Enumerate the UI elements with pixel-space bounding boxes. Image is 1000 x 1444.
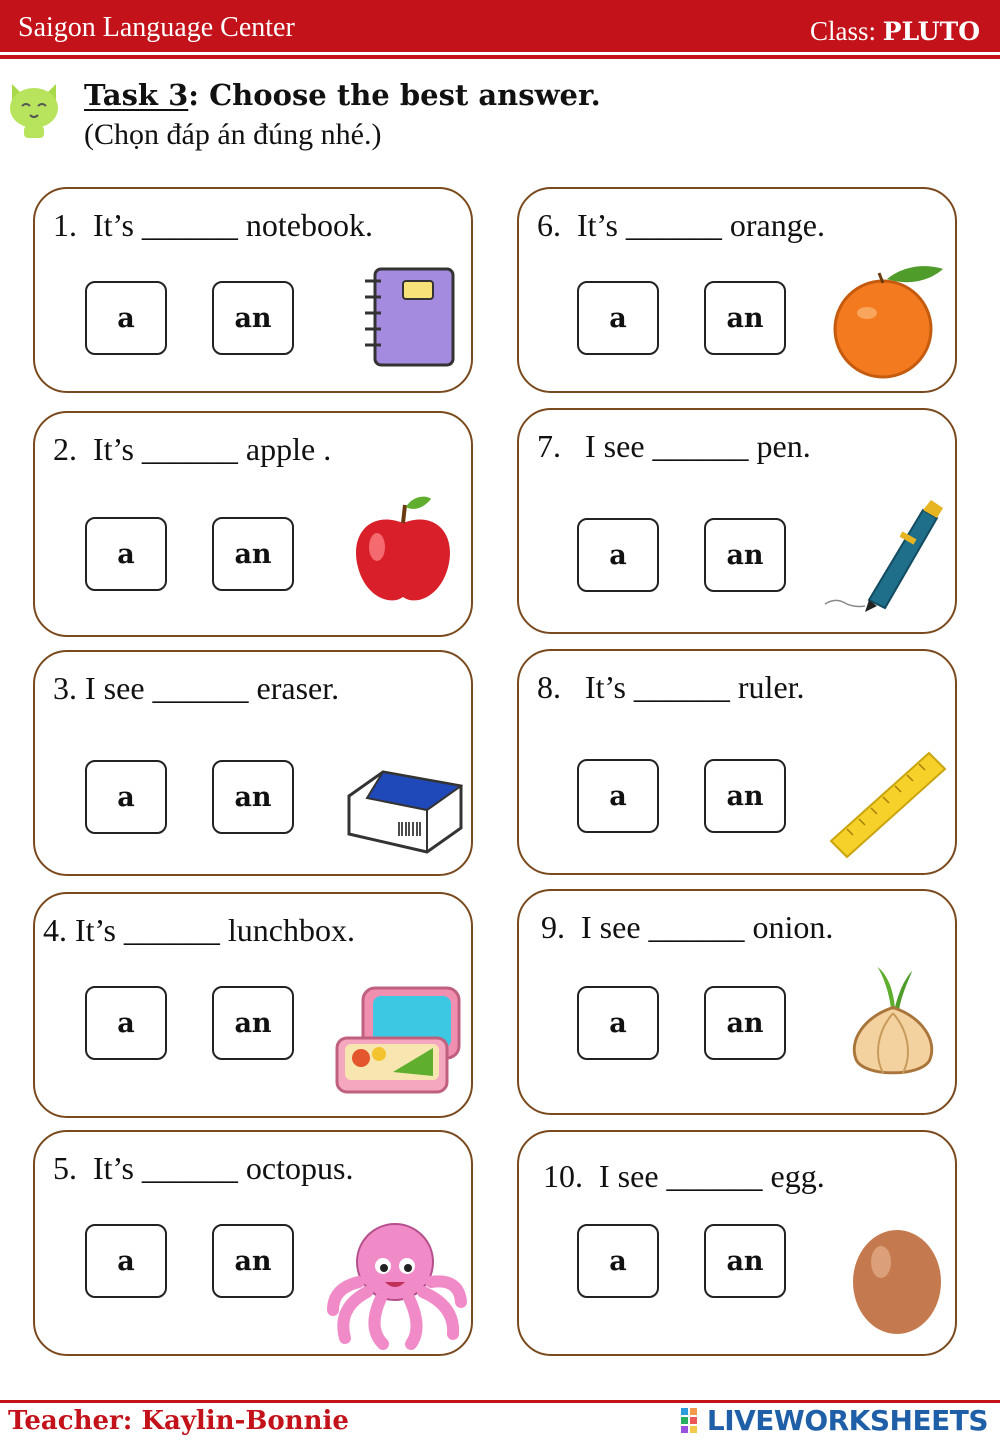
onion-icon <box>843 963 943 1083</box>
question-card-9 <box>517 889 957 1115</box>
question-card-7 <box>517 408 957 634</box>
option-a-button[interactable]: a <box>577 986 659 1060</box>
option-a-button[interactable]: a <box>577 759 659 833</box>
question-card-1 <box>33 187 473 393</box>
question-card-4 <box>33 892 473 1118</box>
center-name: Saigon Language Center <box>18 12 295 43</box>
teacher-name: Teacher: Kaylin-Bonnie <box>8 1406 349 1436</box>
egg-icon <box>847 1224 947 1336</box>
question-card-8 <box>517 649 957 875</box>
notebook-icon <box>343 259 463 379</box>
octopus-icon <box>327 1218 467 1352</box>
option-a-button[interactable]: a <box>85 986 167 1060</box>
question-card-3 <box>33 650 473 876</box>
class-prefix: Class: <box>810 16 883 46</box>
option-an-button[interactable]: an <box>704 759 786 833</box>
option-a-button[interactable]: a <box>85 517 167 591</box>
option-an-button[interactable]: an <box>704 986 786 1060</box>
liveworksheets-logo <box>681 1404 988 1437</box>
question-text: 3. I see ______ eraser. <box>53 670 340 706</box>
header-bar <box>0 0 1000 52</box>
question-card-10 <box>517 1130 957 1356</box>
lunchbox-icon <box>333 982 463 1102</box>
question-text: 5. It’s ______ octopus. <box>53 1150 354 1186</box>
option-a-button[interactable]: a <box>85 281 167 355</box>
question-card-2 <box>33 411 473 637</box>
option-an-button[interactable]: an <box>704 281 786 355</box>
option-a-button[interactable]: a <box>85 760 167 834</box>
task-number: Task 3 <box>84 78 189 112</box>
option-an-button[interactable]: an <box>212 760 294 834</box>
option-a-button[interactable]: a <box>577 1224 659 1298</box>
option-an-button[interactable]: an <box>704 518 786 592</box>
option-an-button[interactable]: an <box>212 1224 294 1298</box>
option-an-button[interactable]: an <box>704 1224 786 1298</box>
task-subtitle: (Chọn đáp án đúng nhé.) <box>84 118 382 151</box>
question-text: 8. It’s ______ ruler. <box>537 669 805 705</box>
footer-divider <box>0 1400 1000 1403</box>
cat-mascot-icon <box>4 78 64 140</box>
header-divider <box>0 55 1000 59</box>
question-text: 10. I see ______ egg. <box>543 1158 825 1194</box>
question-card-5 <box>33 1130 473 1356</box>
option-an-button[interactable]: an <box>212 986 294 1060</box>
question-text: 9. I see ______ onion. <box>541 909 834 945</box>
option-an-button[interactable]: an <box>212 517 294 591</box>
task-title <box>84 78 601 112</box>
question-text: 2. It’s ______ apple . <box>53 431 332 467</box>
question-card-6 <box>517 187 957 393</box>
class-label <box>810 16 980 47</box>
liveworksheets-grid-icon <box>681 1408 707 1434</box>
orange-icon <box>827 263 947 383</box>
question-text: 7. I see ______ pen. <box>537 428 811 464</box>
ruler-icon <box>827 745 947 865</box>
task-instruction: : Choose the best answer. <box>188 78 601 112</box>
question-text: 6. It’s ______ orange. <box>537 207 825 243</box>
option-a-button[interactable]: a <box>577 281 659 355</box>
option-a-button[interactable]: a <box>85 1224 167 1298</box>
question-text: 4. It’s ______ lunchbox. <box>43 912 355 948</box>
eraser-icon <box>343 742 463 862</box>
question-text: 1. It’s ______ notebook. <box>53 207 373 243</box>
option-an-button[interactable]: an <box>212 281 294 355</box>
liveworksheets-brand: LIVEWORKSHEETS <box>706 1404 988 1437</box>
class-name: PLUTO <box>882 17 980 46</box>
option-a-button[interactable]: a <box>577 518 659 592</box>
pen-icon <box>823 496 947 616</box>
apple-icon <box>343 491 463 611</box>
